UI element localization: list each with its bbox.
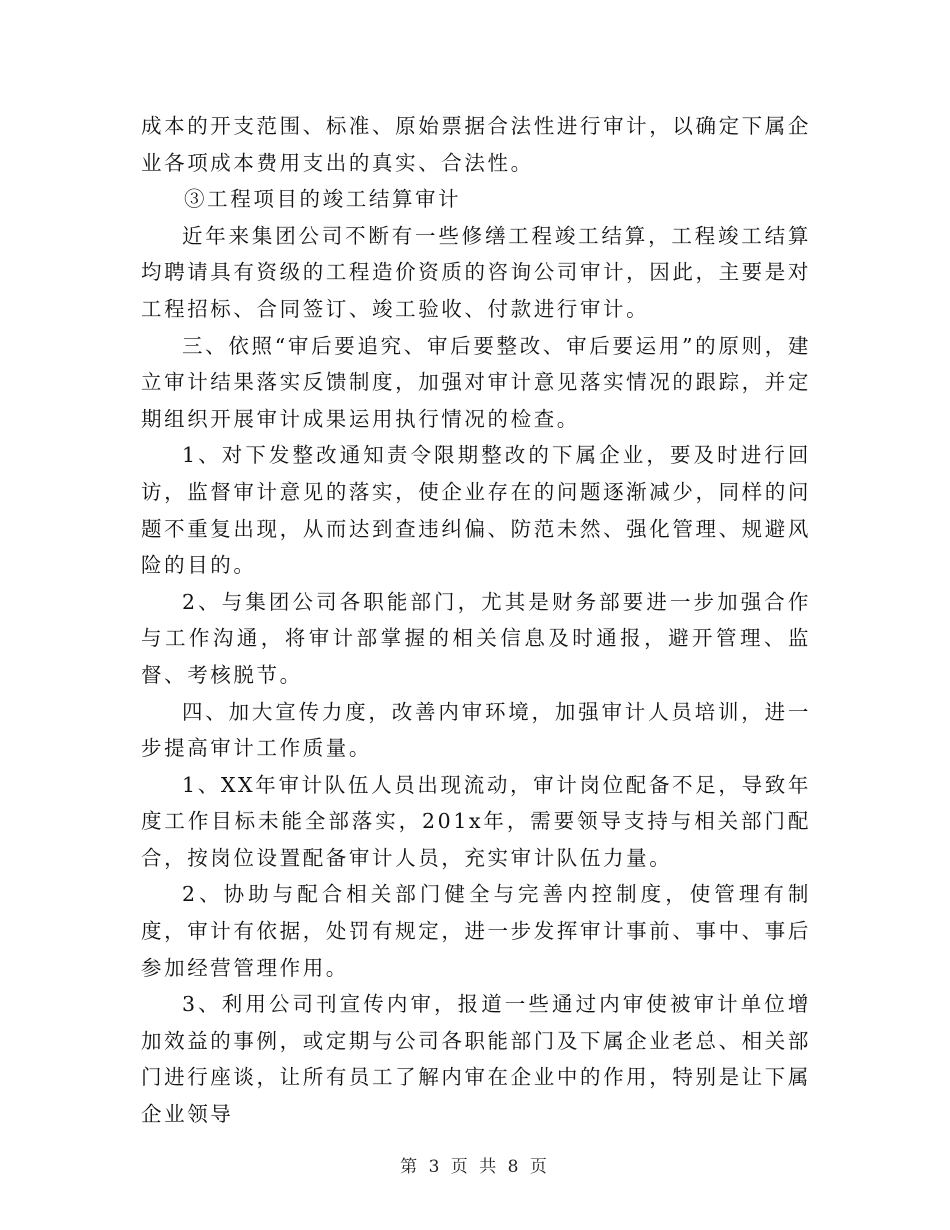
page-number-footer: 第 3 页 共 8 页: [400, 1157, 550, 1177]
paragraph-project-settlement-heading: ③工程项目的竣工结算审计: [184, 187, 462, 212]
paragraph-project-settlement: 近年来集团公司不断有一些修缮工程竣工结算，工程竣工结算均聘请具有资级的工程造价资质的咨询公司审计，因此，主要是对工程招标、合同签订、竣工验收、付款进行审计。: [141, 223, 811, 321]
paragraph-four-item-3: 3、利用公司刊宣传内审，报道一些通过内审使被审计单位增加效益的事例，或定期与公司各职能部门及下属企业老总、相关部门进行座谈，让所有员工了解内审在企业中的作用，特别是让下属企业领导: [141, 992, 811, 1127]
body-text: [141, 108, 811, 1133]
paragraph-four-item-2: 2、协助与配合相关部门健全与完善内控制度，使管理有制度，审计有依据，处罚有规定，进一步发挥审计事前、事中、事后参加经营管理作用。: [141, 882, 811, 980]
paragraph-three-item-1: 1、对下发整改通知责令限期整改的下属企业，要及时进行回访，监督审计意见的落实，使企业存在的问题逐渐减少，同样的问题不重复出现，从而达到查违纠偏、防范未然、强化管理、规避风险的目的。: [141, 443, 811, 578]
paragraph-three-item-2: 2、与集团公司各职能部门，尤其是财务部要进一步加强合作与工作沟通，将审计部掌握的相关信息及时通报，避开管理、监督、考核脱节。: [141, 589, 811, 687]
paragraph-cost-audit-continued: 成本的开支范围、标准、原始票据合法性进行审计，以确定下属企业各项成本费用支出的真实、合法性。: [141, 114, 811, 175]
paragraph-section-four: 四、加大宣传力度，改善内审环境，加强审计人员培训，进一步提高审计工作质量。: [141, 699, 811, 761]
paragraph-section-three: 三、依照“审后要追究、审后要整改、审后要运用”的原则，建立审计结果落实反馈制度，加强对审计意见落实情况的跟踪，并定期组织开展审计成果运用执行情况的检查。: [141, 333, 811, 431]
paragraph-four-item-1: 1、XX年审计队伍人员出现流动，审计岗位配备不足，导致年度工作目标未能全部落实，201x年，需要领导支持与相关部门配合，按岗位设置配备审计人员，充实审计队伍力量。: [141, 772, 811, 870]
